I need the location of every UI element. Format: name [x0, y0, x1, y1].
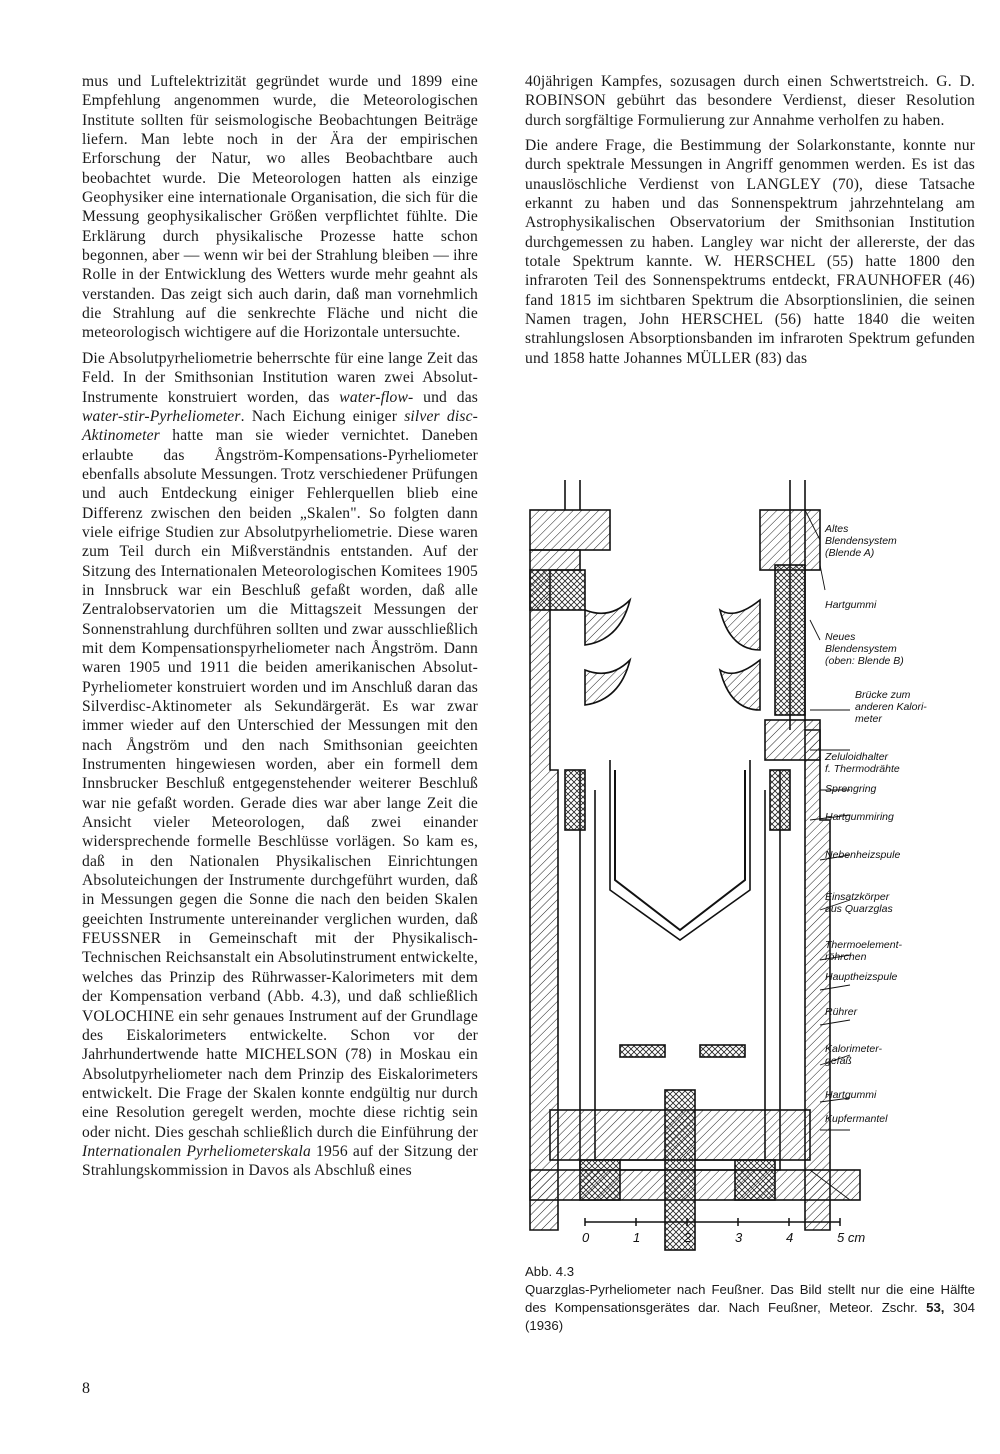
caption-text	[525, 1281, 975, 1335]
text: hatte man sie wieder vernichtet. Daneben erlaubte das Ångström-Kompensations-Pyrheliometer ebenfalls absolute Messungen. Trotz verschiedener Prüfungen und auch Entdeckung einiger Fehlerquellen blieb eine Differenz zwischen den beiden „Skalen". So folgten dann viele eifrige Studien zur Absolutpyrheliometrie. Diese waren zum Teil durch ein Mißverständnis entstanden. Auf der Sitzung des Internationalen Meteorologischen Komitees 1905 in Innsbruck war ein Beschluß gefaßt worden, daß alle Zentralobservatorien um die Mittagszeit Messungen der Sonnenstrahlung durchführen sollten und zwar ausschließlich mit dem Kompensationspyrheliometer nach Ångström. Dann waren 1905 und 1911 die beiden amerikanischen Absolut-Pyrheliometer konstruiert worden und im Anschluß daran das Silverdisc-Aktinometer als Sekundärgerät. Es war zwar immer wieder auf den Unterschied der Messungen mit den nach Ångström und den nach Smithsonian geeichten Instrumenten hingewiesen worden, aber ein formell dem Innsbrucker Beschluß entgegenstehender weiterer Beschluß war nie gefaßt worden. Gerade dies war aber lange Zeit die Ansicht vieler Meteorologen, daß zwei einander widersprechende formelle Beschlüsse vorlägen. So kam es, daß in den Nationalen Physikalischen Einrichtungen Absoluteichungen der Instrumente durchgeführt wurden, daß in Messungen gegen die Sonne die nach den beiden Skalen geeichten Instrumente untereinander verglichen wurden, daß FEUSSNER in Gemeinschaft mit der Physikalisch-Technischen Reichsanstalt ein Absolutinstrument entwickelte, welches das Prinzip des Rührwasser-Kalorimeters mit dem der Kompensation verband (Abb. 4.3), und daß schließlich VOLOCHINE ein sehr genaues Instrument auf der Grundlage des Eiskalorimeters entwickelte. Schon vor der Jahrhundertwende hatte MICHELSON (78) in Moskau ein Absolutpyrheliometer nach dem Prinzip des Eiskalorimeters entwickelt. Die Frage der Skalen konnte endgültig nur durch eine Resolution geregelt werden, mochte diese richtig sein oder nicht. Dies geschah schließlich durch die Einführung der	[82, 427, 479, 1141]
figure-label: Zeluloidhalter f. Thermodrähte	[825, 751, 900, 775]
figure-labels	[824, 523, 927, 1125]
figure-label: Hartgummiring	[825, 811, 894, 823]
volume: 53,	[926, 1300, 945, 1315]
reference: 304 (1936)	[525, 1300, 975, 1333]
paragraph: 40jährigen Kampfes, sozusagen durch einen Schwertstreich. G. D. ROBINSON gebührt das besondere Verdienst, dieser Resolution durch sorgfältige Formulierung zur Annahme verholfen zu haben.	[525, 73, 975, 129]
italic-term: water-stir-Pyrheliometer	[82, 407, 241, 425]
paragraph: mus und Luftelektrizität gegründet wurde und 1899 eine Empfehlung angenommen wurde, die Meteorologischen Institute sollten für seismologische Beobachtungen Beiträge liefern. Man lebte noch in der Ära der empirischen Erforschung der Natur, wo alles Beobachtbare auch beobachtet wurde. Die Meteorologen hatten als einzige Geophysiker eine internationale Organisation, die sich für die Messung geophysikalischer Größen verpflichtet fühlte. Die Erklärung durch physikalische Prozesse hatte schon begonnen, aber — wenn wir bei der Strahlung bleiben — ihre Rolle in der Entwicklung des Wetters wurde mehr geahnt als verstanden. Das zeigt sich auch darin, daß man vornehmlich die Strahlung auf die senkrechte Fläche und nicht die meteorologisch wichtigere auf die Horizontale untersuchte.	[82, 73, 478, 342]
caption-body: Quarzglas-Pyrheliometer nach Feußner. Das Bild stellt nur die eine Hälfte des Kompensationsgerätes dar. Nach Feußner, Meteor. Zschr.	[525, 1282, 975, 1315]
figure-number: Abb. 4.3	[525, 1264, 575, 1279]
figure-caption	[525, 1263, 975, 1335]
scale-tick-label: 1	[633, 1230, 641, 1245]
figure-label: Kalorimeter-gefäß	[825, 1043, 882, 1067]
figure-label: Rührer	[825, 1006, 858, 1018]
scale-tick-label: 3	[735, 1230, 743, 1245]
text: 1956 auf der Sitzung der Strahlungskommission in Davos als Abschluß eines	[82, 1142, 479, 1180]
scale-tick-label: 0	[582, 1230, 590, 1245]
scale-bar	[582, 1218, 865, 1245]
italic-term: silver disc-Aktinometer	[82, 407, 478, 445]
left-column	[82, 72, 478, 1187]
figure-label: Hartgummi	[825, 1089, 877, 1101]
text: . Nach Eichung einiger	[240, 407, 405, 425]
text: Die Absolutpyrheliometrie beherrschte für eine lange Zeit das Feld. In der Smithsonian Institution waren zwei Absolut-Instrumente konstruiert worden, das	[82, 349, 478, 406]
italic-term: water-flow-	[339, 388, 414, 406]
paragraph: Die andere Frage, die Bestimmung der Solarkonstante, konnte nur durch spektrale Messungen in Angriff genommen werden. Es ist das unauslöschliche Verdienst von LANGLEY (70), diese Tatsache erkannt zu haben und das Sonnenspektrum jahrzehntelang am Astrophysikalischen Observatorium der Smithsonian Institution durchgemessen zu haben. Langley war nicht der allererste, der das totale Spektrum kannte. W. HERSCHEL (55) hatte 1800 den infraroten Teil des Sonnenspektrums entdeckt, FRAUNHOFER (46) fand 1815 im sichtbaren Spektrum die Absorptionslinien, die seinen Namen tragen, John HERSCHEL (56) hatte 1840 die weiten strahlungslosen Absorptionsbanden im infraroten Spektrum gefunden und 1858 hatte Johannes MÜLLER (83) das	[525, 137, 975, 367]
right-column	[525, 72, 975, 374]
scale-tick-label: 4	[786, 1230, 794, 1245]
paragraph	[82, 349, 478, 1181]
apparatus-drawing	[530, 480, 860, 1250]
scale-tick-label: 2	[684, 1230, 692, 1245]
figure-label: Thermoelement-röhrchen	[825, 939, 903, 963]
figure-label: Neues Blendensystem (oben: Blende B)	[825, 631, 904, 667]
text: und das	[413, 388, 478, 406]
pyrheliometer-diagram	[520, 470, 990, 1260]
figure-label: Altes Blendensystem (Blende A)	[825, 523, 897, 559]
figure-label: Sprengring	[825, 783, 877, 795]
italic-term: Internationalen Pyrheliometerskala	[82, 1142, 311, 1160]
figure-label: Nebenheizspule	[825, 849, 901, 861]
figure-label: Hartgummi	[825, 599, 877, 611]
figure-label: Hauptheizspule	[825, 971, 898, 983]
figure-label: Kupfermantel	[825, 1113, 888, 1125]
scale-tick-label: 5 cm	[837, 1230, 866, 1245]
page-number: 8	[82, 1380, 90, 1397]
figure-label: Einsatzkörper aus Quarzglas	[825, 891, 893, 915]
figure-label: Brücke zum anderen Kalori-meter	[855, 689, 927, 725]
